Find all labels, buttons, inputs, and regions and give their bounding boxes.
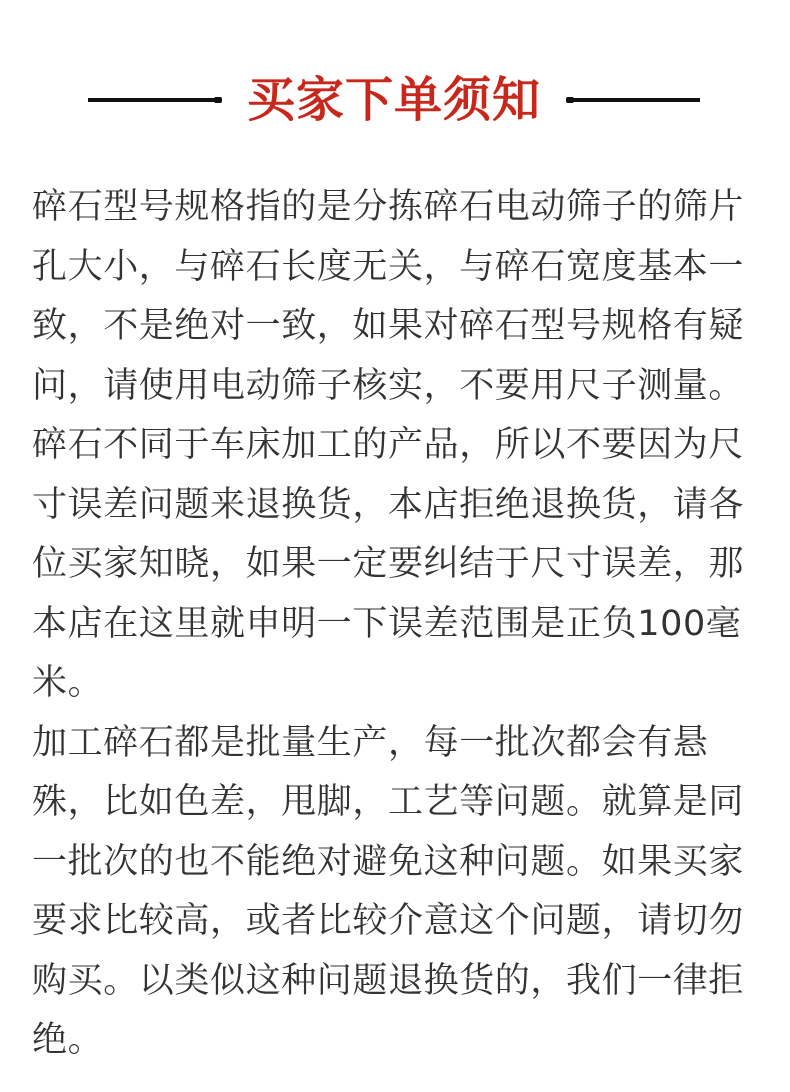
notice-paragraph-size: 碎石型号规格指的是分拣碎石电动筛子的筛片孔大小，与碎石长度无关，与碎石宽度基本一致，不是绝对一致，如果对碎石型号规格有疑问，请使用电动筛子核实，不要用尺子测量。碎石不同于车床加工的产品，所以不要因为尺寸误差问题来退换货，本店拒绝退换货，请各位买家知晓，如果一定要纠结于尺寸误差，那本店在这里就申明一下误差范围是正负100毫米。: [32, 187, 745, 703]
notice-body: [32, 178, 756, 1071]
notice-paragraph-batch: 加工碎石都是批量生产，每一批次都会有悬殊，比如色差，甩脚，工艺等问题。就算是同一批次的也不能绝对避免这种问题。如果买家要求比较高，或者比较介意这个问题，请切勿购买。以类似这种问题退换货的，我们一律拒绝。: [32, 722, 745, 1060]
left-divider-line: [88, 98, 220, 102]
right-divider-line: [568, 98, 700, 102]
page-title: 买家下单须知: [246, 72, 541, 128]
notice-header: [0, 62, 790, 142]
